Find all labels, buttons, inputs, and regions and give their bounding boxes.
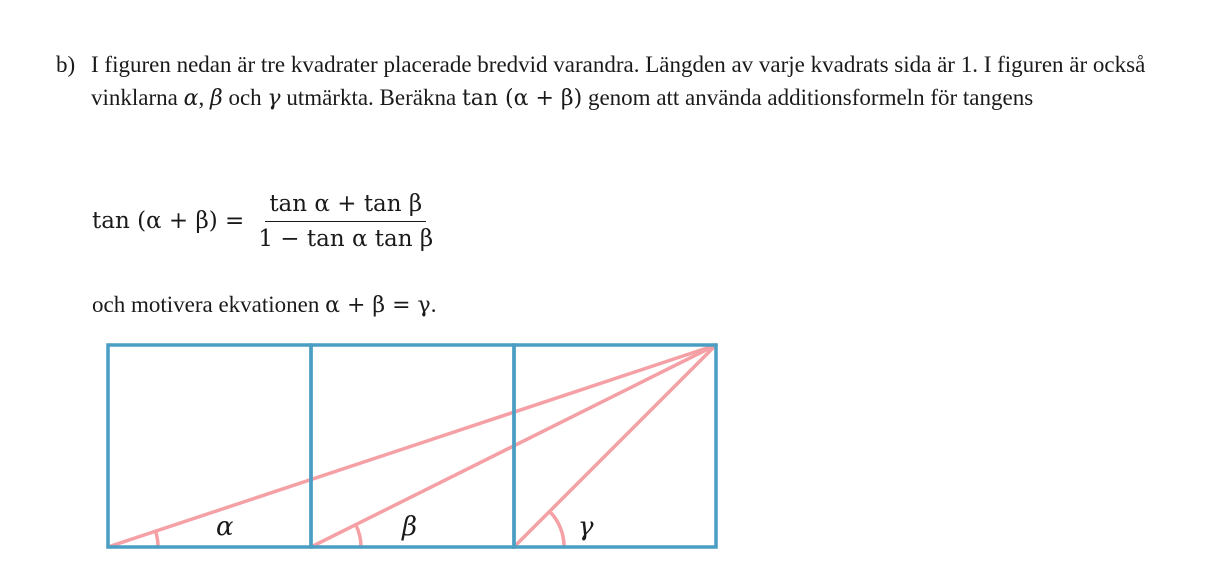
text-part-4: och motivera ekvationen xyxy=(92,292,326,317)
square-1 xyxy=(108,345,311,547)
line-gamma xyxy=(514,345,716,547)
formula-lhs: tan (α + β) = xyxy=(92,208,245,234)
label-beta: β xyxy=(402,512,418,542)
problem-text xyxy=(91,48,1201,115)
comma: , xyxy=(198,85,210,110)
arc-alpha xyxy=(156,531,159,547)
text-part-1: I figuren nedan är tre kvadrater placerade bredvid varandra. Längden av varje kvadrats sida är 1. I figuren är också vinklarna xyxy=(91,52,1146,110)
alpha-symbol: α xyxy=(183,86,199,111)
motivation-line xyxy=(92,288,436,322)
formula-numerator: tan α + tan β xyxy=(265,191,426,222)
label-alpha: α xyxy=(216,512,234,542)
text-part-3: genom att använda additionsformeln för tangens xyxy=(582,85,1034,110)
label-gamma: γ xyxy=(578,512,594,542)
formula-fraction xyxy=(254,191,437,252)
arc-beta xyxy=(356,525,361,547)
och-word: och xyxy=(222,85,268,110)
problem-label: b) xyxy=(56,52,76,77)
formula-denominator: 1 − tan α tan β xyxy=(258,225,434,252)
beta-symbol: β xyxy=(209,86,223,111)
period: . xyxy=(430,292,437,317)
tan-expression: tan (α + β) xyxy=(461,86,583,111)
addition-formula xyxy=(92,181,437,261)
gamma-symbol: γ xyxy=(267,86,281,111)
equation: α + β = γ xyxy=(325,293,431,318)
squares-figure xyxy=(100,337,730,557)
arc-gamma xyxy=(550,511,564,547)
text-part-2: utmärkta. Beräkna xyxy=(280,85,462,110)
